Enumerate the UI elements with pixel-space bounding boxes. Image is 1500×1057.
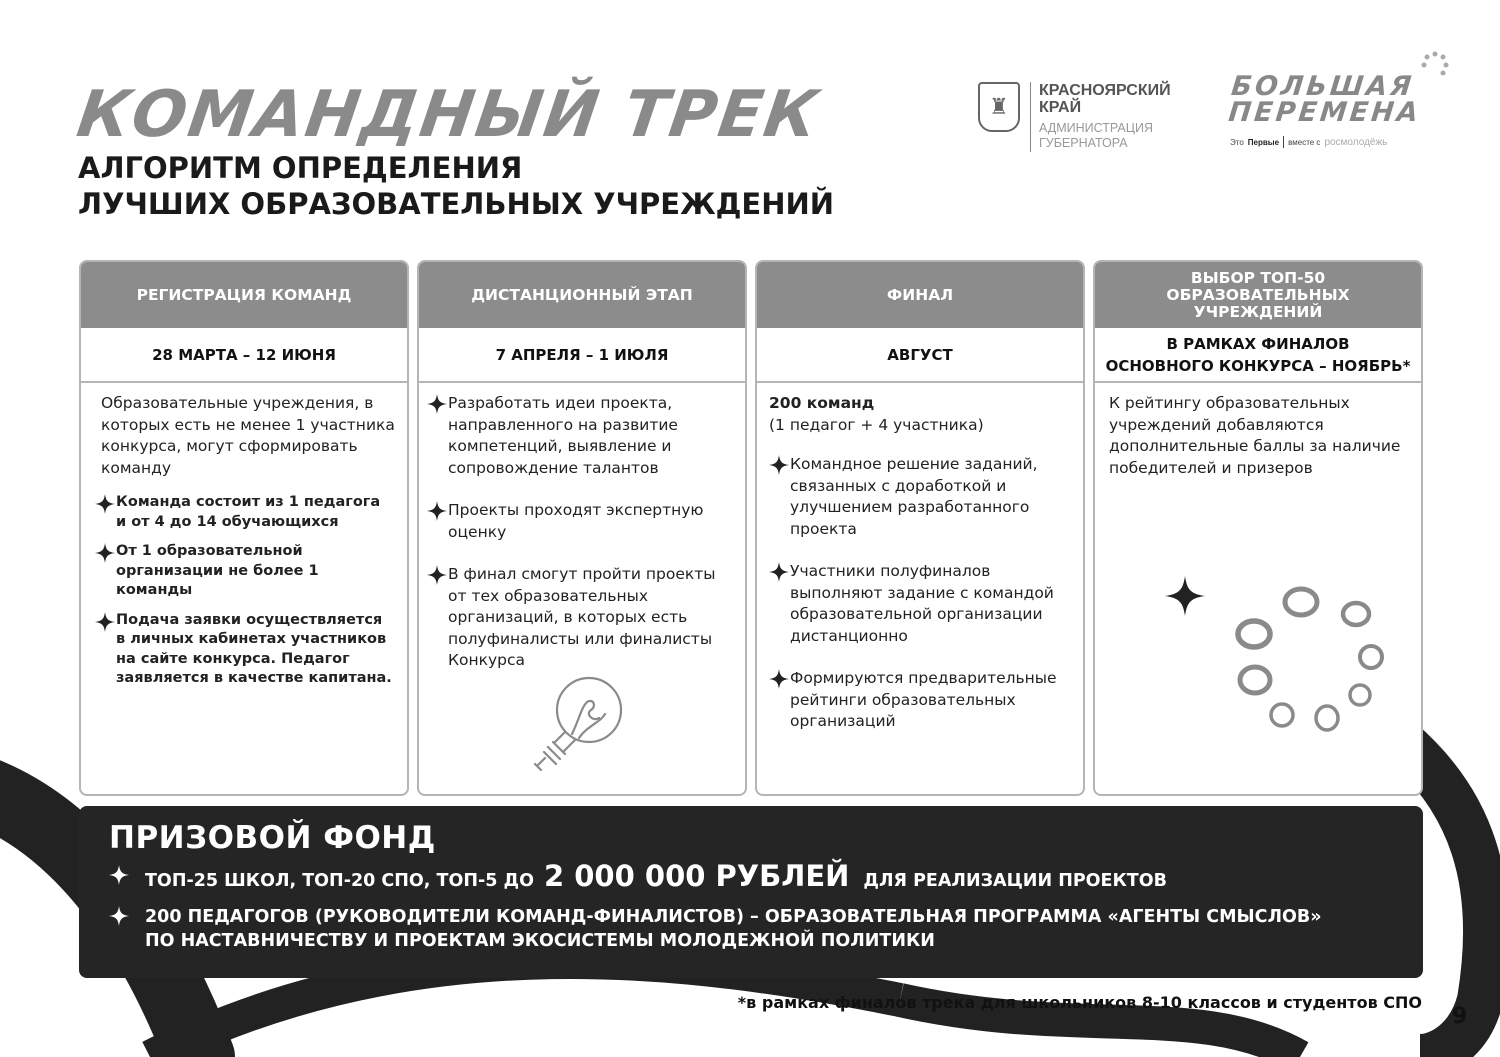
lightbulb-icon: [517, 672, 627, 777]
star-bullet-icon: [95, 494, 115, 514]
list-item: Формируются предварительные рейтинги образовательных организаций: [769, 668, 1071, 733]
card-header: ФИНАЛ: [757, 262, 1083, 328]
stage-card-top50: [1093, 260, 1423, 796]
list-item: Команда состоит из 1 педагога и от 4 до 14 обучающихся: [95, 493, 395, 532]
kray-name: КРАСНОЯРСКИЙ КРАЙ: [1039, 82, 1171, 116]
stages-grid: [79, 260, 1423, 796]
logo-divider: [1030, 82, 1031, 152]
card-date: 7 АПРЕЛЯ – 1 ИЮЛЯ: [419, 328, 745, 383]
card-header: ВЫБОР ТОП-50 ОБРАЗОВАТЕЛЬНЫХ УЧРЕЖДЕНИЙ: [1095, 262, 1421, 328]
prize-fund-panel: [79, 806, 1423, 978]
bp-wordmark: БОЛЬШАЯ ПЕРЕМЕНА: [1227, 71, 1423, 128]
krasnoyarsk-logo: [978, 82, 1171, 152]
prize-amount: 2 000 000 РУБЛЕЙ: [543, 859, 850, 893]
prize-title: ПРИЗОВОЙ ФОНД: [109, 820, 436, 856]
card-date: В РАМКАХ ФИНАЛОВ ОСНОВНОГО КОНКУРСА – НОЯБРЬ*: [1095, 328, 1421, 383]
page-subtitle: АЛГОРИТМ ОПРЕДЕЛЕНИЯ ЛУЧШИХ ОБРАЗОВАТЕЛЬНЫХ УЧРЕЖДЕНИЙ: [78, 151, 835, 221]
card-header: ДИСТАНЦИОННЫЙ ЭТАП: [419, 262, 745, 328]
footnote: *в рамках финалов трека для школьников 8-10 классов и студентов СПО: [737, 993, 1422, 1012]
list-item: От 1 образовательной организации не более 1 команды: [95, 542, 395, 601]
star-bullet-icon: [95, 543, 115, 563]
card-intro: К рейтингу образовательных учреждений добавляются дополнительные баллы за наличие победителей и призеров: [1109, 394, 1401, 477]
star-bullet-icon: [427, 501, 447, 521]
star-bullet-icon: [427, 565, 447, 585]
list-item: Командное решение заданий, связанных с доработкой и улучшением разработанного проекта: [769, 454, 1071, 540]
star-bullet-icon: [769, 455, 789, 475]
card-intro-bold: 200 команд: [769, 394, 875, 412]
bolshaya-peremena-logo: [1227, 71, 1423, 148]
dots-icon: [1420, 50, 1450, 80]
stage-card-registration: [79, 260, 409, 796]
prize-item: ТОП-25 ШКОЛ, ТОП-20 СПО, ТОП-5 ДО 2 000 000 РУБЛЕЙ ДЛЯ РЕАЛИЗАЦИИ ПРОЕКТОВ: [109, 864, 1167, 893]
page-number: 9: [1452, 1004, 1468, 1029]
star-bullet-icon: [109, 865, 129, 885]
list-item: Подача заявки осуществляется в личных кабинетах участников на сайте конкурса. Педагог заявляется в качестве капитана.: [95, 611, 395, 689]
stage-card-remote: [417, 260, 747, 796]
kray-subtitle: АДМИНИСТРАЦИЯ ГУБЕРНАТОРА: [1039, 121, 1153, 150]
card-header: РЕГИСТРАЦИЯ КОМАНД: [81, 262, 407, 328]
crest-icon: ♜: [978, 82, 1020, 132]
star-bullet-icon: [769, 669, 789, 689]
prize-item: 200 ПЕДАГОГОВ (РУКОВОДИТЕЛИ КОМАНД-ФИНАЛИСТОВ) – ОБРАЗОВАТЕЛЬНАЯ ПРОГРАММА «АГЕНТЫ СМЫСЛОВ» ПО НАСТАВНИЧЕСТВУ И ПРОЕКТАМ ЭКОСИСТЕМЫ МОЛОДЕЖНОЙ ПОЛИТИКИ: [109, 905, 1322, 953]
page-title: КОМАНДНЫЙ ТРЕК: [72, 78, 825, 152]
list-item: В финал смогут пройти проекты от тех образовательных организаций, в которых есть полуфиналисты или финалисты Конкурса: [427, 564, 733, 672]
list-item: Проекты проходят экспертную оценку: [427, 500, 733, 543]
star-bullet-icon: [95, 612, 115, 632]
star-bullet-icon: [769, 562, 789, 582]
list-item: Участники полуфиналов выполняют задание с командой образовательной организации дистанционно: [769, 561, 1071, 647]
stage-card-final: [755, 260, 1085, 796]
card-intro: Образовательные учреждения, в которых есть не менее 1 участника конкурса, могут сформировать команду: [101, 394, 395, 477]
star-bullet-icon: [109, 906, 129, 926]
list-item: Разработать идеи проекта, направленного на развитие компетенций, выявление и сопровождение талантов: [427, 393, 733, 479]
loading-rings-icon: [1235, 582, 1385, 732]
bp-tagline: Это Первые вместе с росмолодёжь: [1230, 136, 1388, 148]
card-date: АВГУСТ: [757, 328, 1083, 383]
star-decoration-icon: [1165, 576, 1205, 616]
card-date: 28 МАРТА – 12 ИЮНЯ: [81, 328, 407, 383]
card-intro: (1 педагог + 4 участника): [769, 415, 984, 434]
star-bullet-icon: [427, 394, 447, 414]
